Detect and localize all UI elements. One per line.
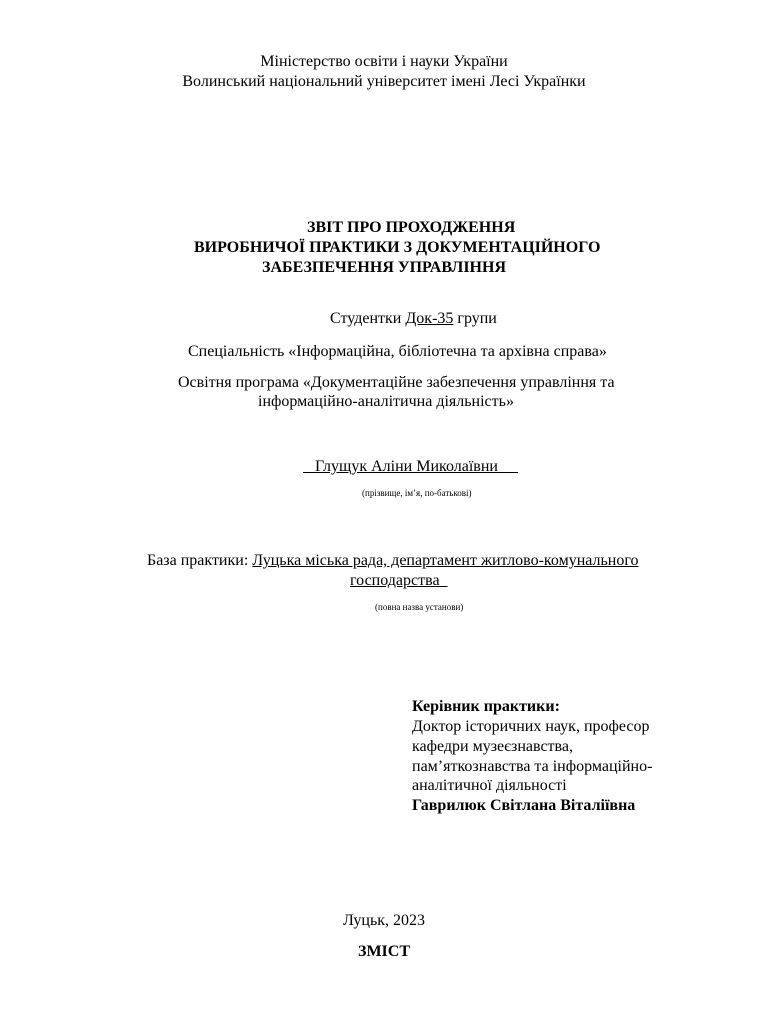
university-name: Волинський національний університет імені Лесі Українки	[182, 73, 586, 90]
student-group: Док-35	[405, 310, 454, 327]
practice-base-value-2: господарства	[350, 572, 448, 589]
student-name-caption: (прізвище, ім’я, по-батькові)	[362, 488, 472, 498]
student-group-line	[330, 309, 497, 329]
report-title-line-3: ЗАБЕЗПЕЧЕННЯ УПРАВЛІННЯ	[262, 259, 506, 276]
student-suffix: групи	[453, 310, 497, 327]
report-title-line-2: ВИРОБНИЧОЇ ПРАКТИКИ З ДОКУМЕНТАЦІЙНОГО	[194, 239, 601, 256]
student-name: Глущук Аліни Миколаївни _	[303, 458, 518, 475]
program-line-1: Освітня програма «Документаційне забезпечення управління та	[178, 374, 615, 391]
supervisor-title-line-4: аналітичної діяльності	[412, 777, 567, 794]
supervisor-name: Гаврилюк Світлана Віталіївна	[412, 797, 636, 814]
specialty-line: Спеціальність «Інформаційна, бібліотечна та архівна справа»	[188, 343, 607, 360]
supervisor-title-line-2: кафедри музеєзнавства,	[412, 738, 573, 755]
student-prefix: Студентки	[330, 310, 406, 327]
program-line-2: інформаційно-аналітична діяльність»	[258, 393, 514, 410]
city-year: Луцьк, 2023	[342, 912, 426, 929]
supervisor-title-line-1: Доктор історичних наук, професор	[412, 718, 650, 735]
supervisor-title-line-3: пам’яткознавства та інформаційно-	[412, 758, 653, 775]
practice-base-value-1: Луцька міська рада, департамент житлово-комунального	[252, 552, 639, 569]
practice-base-label: База практики:	[147, 552, 253, 569]
supervisor-heading: Керівник практики:	[412, 698, 560, 715]
contents-heading: ЗМІСТ	[358, 943, 410, 960]
practice-base-line-1	[147, 551, 639, 571]
report-title-line-1: ЗВІТ ПРО ПРОХОДЖЕННЯ	[307, 219, 516, 236]
practice-base-caption: (повна назва установи)	[375, 602, 464, 612]
ministry-name: Міністерство освіти і науки України	[260, 53, 508, 70]
